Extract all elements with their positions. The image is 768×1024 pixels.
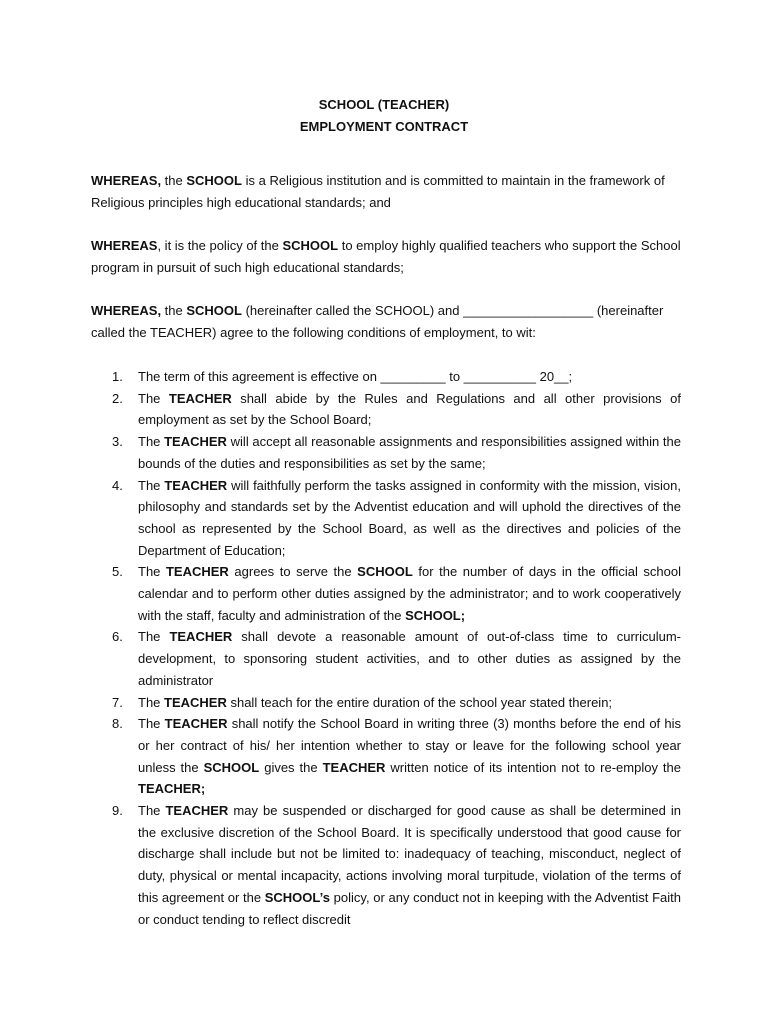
bold-term: TEACHER xyxy=(165,564,229,580)
text-run: to employ highly qualified teachers who support the School program in pursuit of such high educational standards; xyxy=(91,238,681,275)
text-run: will faithfully perform the tasks assigned in conformity with the mission, vision, philosophy and standards set by the Adventist education and will uphold the directives of the school as represented by the School Board, as well as the directives and policies of the Department of Education; xyxy=(138,477,681,558)
whereas-paragraph-1 xyxy=(91,170,681,214)
text-run: will accept all reasonable assignments and responsibilities assigned within the bounds of the duties and responsibilities as set by the same; xyxy=(138,434,681,471)
whereas-paragraph-2 xyxy=(91,235,681,279)
text-run: shall abide by the Rules and Regulations and all other provisions of employment as set by the School Board; xyxy=(138,390,681,428)
text-run: The xyxy=(138,477,165,493)
text-run: is a Religious institution and is committed to maintain in the framework of Religious principles high educational standards; and xyxy=(91,173,665,210)
list-item-number: 6. xyxy=(112,629,123,645)
text-run: The xyxy=(138,434,165,450)
text-run: shall devote a reasonable amount of out-of-class time to curriculum-development, to sponsoring student activities, and to other duties as assigned by the administrator xyxy=(138,629,681,688)
bold-term: TEACHER; xyxy=(138,781,206,797)
list-item xyxy=(91,366,681,388)
text-run: The term of this agreement is effective on _________ to __________ 20__; xyxy=(138,369,573,384)
list-item-number: 1. xyxy=(112,369,123,384)
text-run: The xyxy=(138,564,166,580)
list-item xyxy=(91,713,681,800)
list-item-text xyxy=(138,388,681,431)
list-item-text xyxy=(138,692,681,714)
text-run: gives the xyxy=(259,759,323,775)
list-item xyxy=(91,431,681,474)
text-run: shall teach for the entire duration of the school year stated therein; xyxy=(226,694,613,710)
bold-term: SCHOOL xyxy=(186,303,242,318)
text-run: policy, or any conduct not in keeping with the Adventist Faith or conduct tending to reflect discredit xyxy=(138,889,681,927)
bold-term: WHEREAS, xyxy=(91,303,162,318)
list-item-number: 8. xyxy=(112,716,123,732)
text-run: (hereinafter called the SCHOOL) and __________________ (hereinafter called the TEACHER) agree to the following conditions of employment, to wit: xyxy=(91,303,664,340)
list-item-text xyxy=(138,431,681,474)
text-run: agrees to serve the xyxy=(228,564,358,580)
list-item-text xyxy=(138,713,681,800)
bold-term: SCHOOL’s xyxy=(264,889,330,905)
document-title xyxy=(0,94,768,138)
bold-term: SCHOOL; xyxy=(405,607,466,623)
bold-term: TEACHER xyxy=(322,759,386,775)
bold-term: TEACHER xyxy=(164,694,227,710)
list-item-text xyxy=(138,561,681,626)
list-item-number: 7. xyxy=(112,694,123,710)
list-item xyxy=(91,800,681,930)
list-item-text xyxy=(138,800,681,930)
bold-term: SCHOOL xyxy=(203,759,260,775)
title-line-2: EMPLOYMENT CONTRACT xyxy=(299,119,469,134)
list-item-text xyxy=(138,475,681,562)
title-line-1: SCHOOL (TEACHER) xyxy=(318,97,450,112)
bold-term: SCHOOL xyxy=(282,238,339,253)
bold-term: SCHOOL xyxy=(186,173,242,188)
list-item-number: 5. xyxy=(112,564,123,580)
text-run: for the number of days in the official school calendar and to perform other duties assigned by the administrator; and to work cooperatively with the staff, faculty and administration of the xyxy=(138,564,681,623)
list-item xyxy=(91,692,681,714)
list-item-text xyxy=(138,366,681,388)
bold-term: SCHOOL xyxy=(357,564,413,580)
bold-term: TEACHER xyxy=(164,434,227,450)
text-run: , it is the policy of the xyxy=(157,238,283,253)
conditions-list xyxy=(91,366,681,930)
bold-term: TEACHER xyxy=(165,803,229,819)
bold-term: TEACHER xyxy=(168,390,232,406)
text-run: The xyxy=(138,694,165,710)
text-run: The xyxy=(138,803,166,819)
text-run: may be suspended or discharged for good cause as shall be determined in the exclusive discretion of the School Board. It is specifically understood that good cause for discharge shall include but not be limited to: inadequacy of teaching, misconduct, neglect of duty, physical or mental incapacity, actions involving moral turpitude, violation of the terms of this agreement or the xyxy=(138,803,681,905)
list-item-number: 9. xyxy=(112,803,123,819)
list-item xyxy=(91,626,681,691)
text-run: shall notify the School Board in writing three (3) months before the end of his or her contract of his/ her intention whether to stay or leave for the following school year unless the xyxy=(138,716,681,775)
list-item-number: 4. xyxy=(112,477,123,493)
bold-term: TEACHER xyxy=(164,716,228,732)
bold-term: WHEREAS, xyxy=(91,173,162,188)
list-item xyxy=(91,561,681,626)
bold-term: TEACHER xyxy=(169,629,233,645)
text-run: the xyxy=(161,173,187,188)
list-item xyxy=(91,388,681,431)
text-run: The xyxy=(138,629,170,645)
text-run: the xyxy=(161,303,187,318)
bold-term: TEACHER xyxy=(164,477,228,493)
text-run: The xyxy=(138,716,165,732)
text-run: The xyxy=(138,390,169,406)
list-item xyxy=(91,475,681,562)
list-item-text xyxy=(138,626,681,691)
text-run: written notice of its intention not to re-employ the xyxy=(385,759,681,775)
list-item-number: 2. xyxy=(112,390,123,406)
bold-term: WHEREAS xyxy=(91,238,158,253)
whereas-paragraph-3 xyxy=(91,300,681,344)
list-item-number: 3. xyxy=(112,434,123,450)
